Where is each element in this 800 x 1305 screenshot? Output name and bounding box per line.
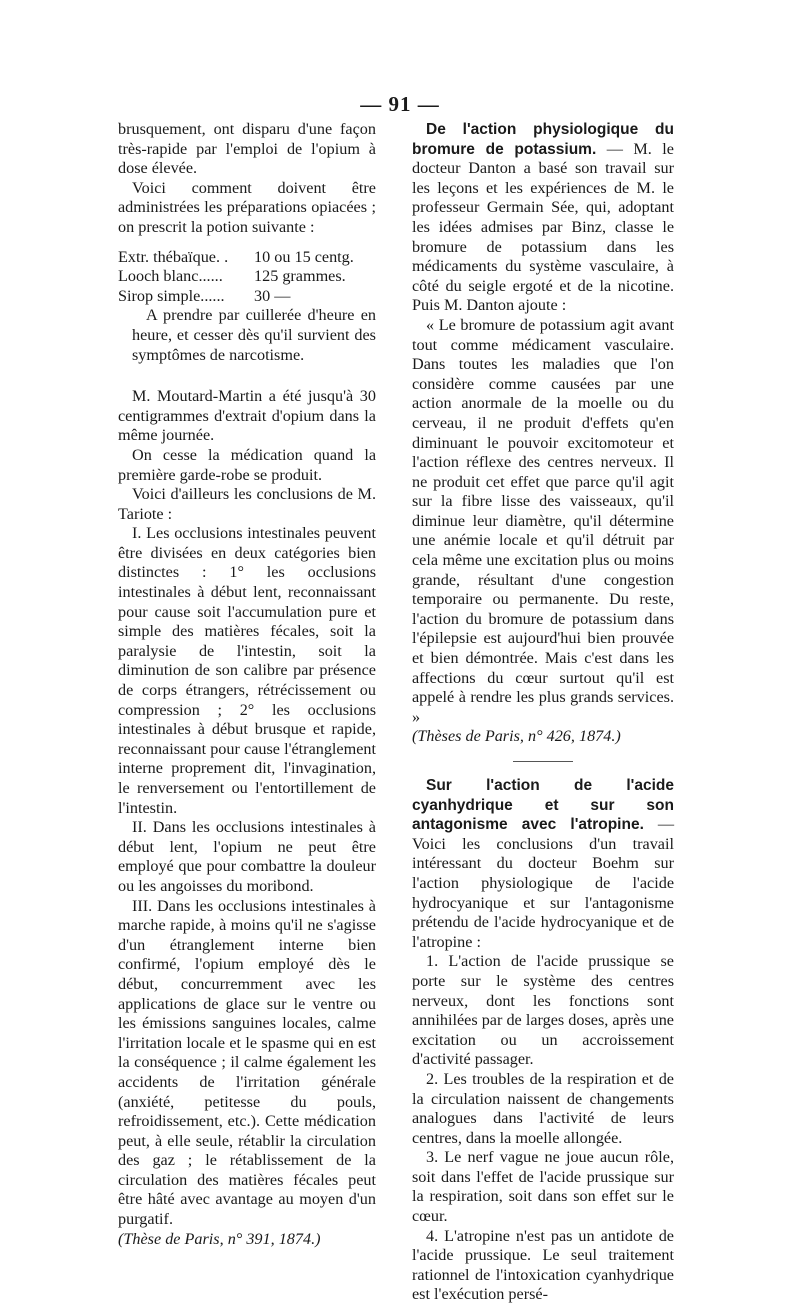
conclusion-item: 3. Le nerf vague ne joue aucun rôle, soit dans l'effet de l'acide prussique sur la respiration, soit dans son effet sur le cœur. <box>412 1148 674 1226</box>
quote: « Le bromure de potassium agit avant tout comme médicament vasculaire. Dans toutes les maladies que l'on considère comme causées par une action anormale de la moelle ou du cerveau, il ne produit d'effets qu'en diminuant le pouvoir excitomoteur et l'action réflexe des centres nerveux. Il ne produit cet effet que parce qu'il agit sur la fibre lisse des vaisseaux, qu'il diminue leur diamètre, qu'il détermine une anémie locale et qu'il détruit par cela même une excitation plus ou moins grande, résultant d'une congestion temporaire ou permanente. Du reste, l'action du bromure de potassium dans l'épilepsie est aujourd'hui bien prouvée et bien démontrée. Mais c'est dans les affections du cœur surtout qu'il est appelé à rendre les plus grands services. » <box>412 315 674 726</box>
citation <box>118 1230 376 1250</box>
prescription-row <box>118 248 376 268</box>
citation-text: (Thèses de Paris, n° 426, 1874.) <box>412 727 621 746</box>
conclusion-item: 4. L'atropine n'est pas un antidote de l'acide prussique. Le seul traitement rationnel de l'intoxication cyanhydrique est l'exécution persé- <box>412 1226 674 1304</box>
ingredient-quantity: 125 grammes. <box>254 267 346 286</box>
section-divider <box>513 761 573 762</box>
paragraph: III. Dans les occlusions intestinales à marche rapide, à moins qu'il ne s'agisse d'un étranglement interne bien confirmé, l'opium employé dès le début, concurremment avec les applications de glace sur le ventre ou les émissions sanguines locales, calme l'irritation locale et le spasme qui en est la conséquence ; il calme également les accidents de l'irritation générale (anxiété, petitesse du pouls, refroidissement, etc.). Cette médication peut, à elle seule, rétablir la circulation des gaz ; le rétablissement de la circulation des matières fécales peut être hâté avec avantage au moyen d'un purgatif. <box>118 896 376 1229</box>
paragraph: I. Les occlusions intestinales peuvent être divisées en deux catégories bien distinctes : 1° les occlusions intestinales à début lent, reconnaissant pour cause soit l'accumulation pure et simple des matières fécales, soit la paralysie de l'intestin, soit la diminution de son calibre par présence de corps étrangers, rétrécissement ou compression ; 2° les occlusions intestinales à début brusque et rapide, reconnaissant pour cause l'étranglement interne proprement dit, l'invagination, le renversement ou l'entortillement de l'intestin. <box>118 524 376 817</box>
citation <box>412 727 674 747</box>
page-number: — 91 — <box>360 92 440 116</box>
prescription-note: A prendre par cuillerée d'heure en heure, et cesser dès qu'il survient des symptômes de narcotisme. <box>132 306 376 364</box>
ingredient-name: Extr. thébaïque. . <box>118 247 229 266</box>
ingredient-name: Sirop simple...... <box>118 286 225 305</box>
paragraph: Voici d'ailleurs les conclusions de M. Tariote : <box>118 485 376 523</box>
prescription-row <box>118 267 376 287</box>
article-text: — Voici les conclusions d'un travail intéressant du docteur Boehm sur l'action physiologique de l'acide hydrocyanique et sur l'antagonisme prétendu de l'acide hydrocyanique et de l'atropine : <box>412 815 674 951</box>
paragraph: M. Moutard-Martin a été jusqu'à 30 centigrammes d'extrait d'opium dans la même journée. <box>118 387 376 445</box>
left-column <box>118 120 376 1249</box>
conclusion-item: 2. Les troubles de la respiration et de la circulation naissent de changements analogues dans l'activité de leurs centres, dans la moelle allongée. <box>412 1069 674 1147</box>
prescription-row <box>118 287 376 307</box>
article-paragraph <box>412 776 674 952</box>
conclusion-item: 1. L'action de l'acide prussique se porte sur le système des centres nerveux, dont les fonctions sont annihilées par de larges doses, après une excitation ou un accroissement d'activité passager. <box>412 952 674 1069</box>
ingredient-quantity: 10 ou 15 centg. <box>254 247 354 266</box>
article-heading: Sur l'action de l'acide cyanhydrique et sur son antagonisme avec l'atropine. <box>412 777 674 834</box>
ingredient-quantity: 30 — <box>254 286 291 305</box>
article-paragraph <box>412 120 674 316</box>
paragraph: brusquement, ont disparu d'une façon très-rapide par l'emploi de l'opium à dose élevée. <box>118 120 376 178</box>
paragraph: Voici comment doivent être administrées les préparations opiacées ; on prescrit la potion suivante : <box>118 178 376 236</box>
paragraph: II. Dans les occlusions intestinales à début lent, l'opium ne peut être employé que pour combattre la douleur ou les angoisses du moribond. <box>118 818 376 895</box>
right-column <box>412 120 674 1305</box>
article-heading: De l'action physiologique du bromure de potassium. <box>412 121 674 158</box>
ingredient-name: Looch blanc...... <box>118 267 223 286</box>
article-text: — M. le docteur Danton a basé son travail sur les leçons et les expériences de M. le professeur Germain Sée, qui, adoptant les idées admises par Binz, classe le bromure de potassium dans les médicaments du système vasculaire, à côté du seigle ergoté et de la nicotine. Puis M. Danton ajoute : <box>412 139 674 315</box>
prescription <box>118 248 376 307</box>
citation-text: (Thèse de Paris, n° 391, 1874.) <box>118 1229 321 1248</box>
paragraph: On cesse la médication quand la première garde-robe se produit. <box>118 445 376 484</box>
